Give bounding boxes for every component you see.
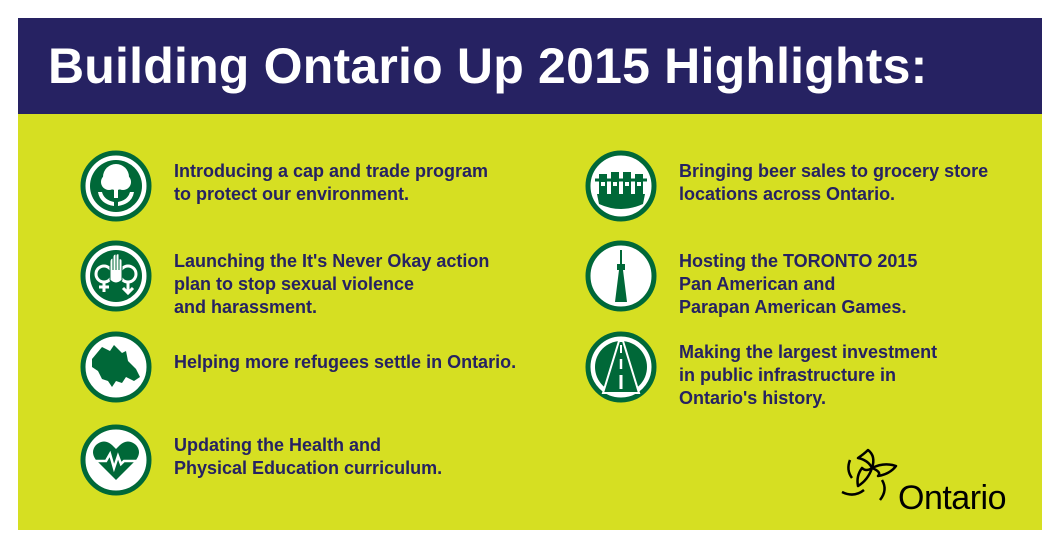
- cn-tower-icon: [585, 240, 657, 312]
- raised-hand-gender-symbols-icon: [80, 240, 152, 312]
- highlight-text: Introducing a cap and trade program to protect our environment.: [174, 161, 489, 204]
- highlight-text: Bringing beer sales to grocery store locations across Ontario.: [679, 161, 989, 204]
- highlight-text: Hosting the TORONTO 2015 Pan American and Parapan American Games.: [679, 251, 918, 317]
- highlight-text: Launching the It's Never Okay action plan to stop sexual violence and harassment.: [174, 251, 490, 317]
- highlight-text: Updating the Health and Physical Education curriculum.: [174, 435, 443, 478]
- highlight-text: Helping more refugees settle in Ontario.: [174, 352, 517, 372]
- highlight-text: Making the largest investment in public infrastructure in Ontario's history.: [679, 342, 938, 408]
- tree-in-hands-icon: [80, 150, 152, 222]
- ontario-logo: [838, 446, 1028, 516]
- page-title: Building Ontario Up 2015 Highlights:: [48, 38, 928, 94]
- logo-wordmark: Ontario: [898, 479, 1006, 517]
- heart-heartbeat-icon: [80, 424, 152, 496]
- title-banner: [18, 18, 1042, 114]
- beer-bottles-icon: [585, 150, 657, 222]
- infographic-card: [18, 18, 1042, 530]
- highway-road-icon: [585, 331, 657, 403]
- ontario-map-icon: [80, 331, 152, 403]
